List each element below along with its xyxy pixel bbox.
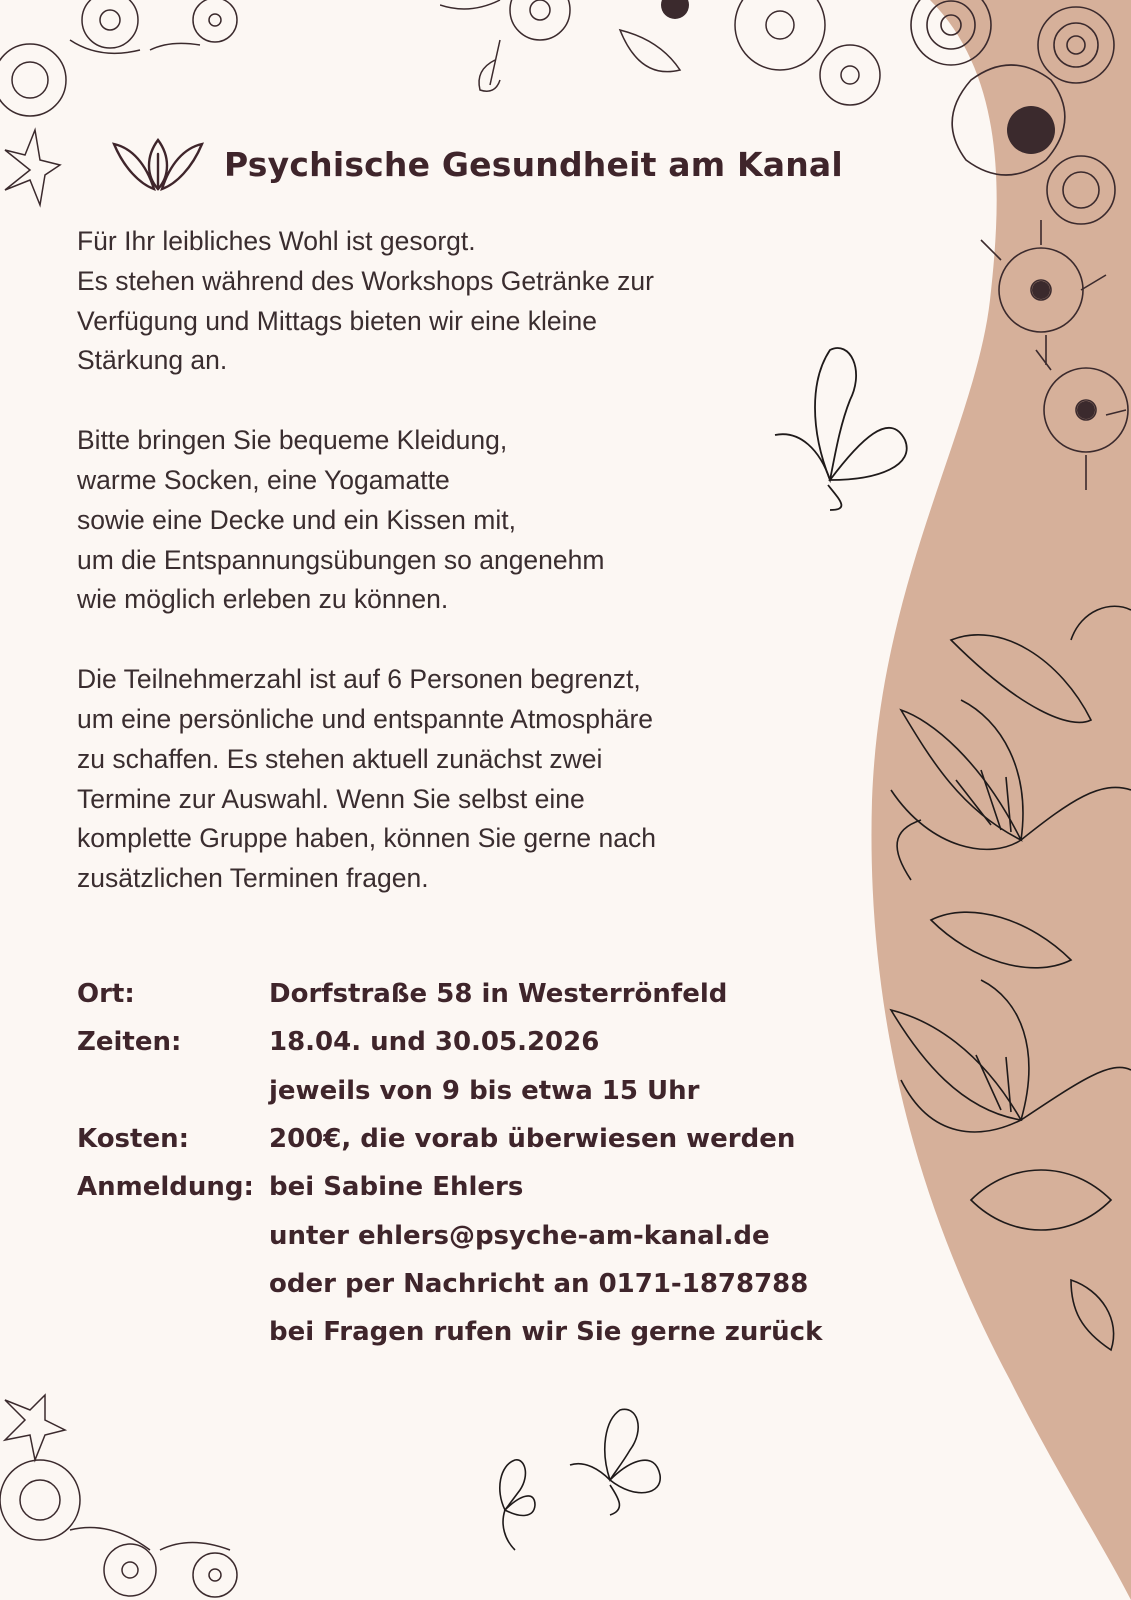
- paragraph-line: Für Ihr leibliches Wohl ist gesorgt.: [77, 226, 476, 256]
- info-row-callback: [77, 1308, 877, 1356]
- event-info: [77, 970, 877, 1356]
- info-row-cost: [77, 1115, 877, 1163]
- flower-decoration-top-center: [440, 0, 920, 120]
- info-label: Kosten:: [77, 1124, 189, 1155]
- leaf-logo-icon: [110, 134, 206, 194]
- info-value: Dorfstraße 58 in Westerrönfeld: [269, 979, 728, 1010]
- body-paragraphs: [77, 222, 837, 939]
- paragraph-line: wie möglich erleben zu können.: [77, 584, 449, 615]
- paragraph-line: Verfügung und Mittags bieten wir eine kleine: [77, 305, 598, 336]
- info-label: Anmeldung:: [77, 1172, 254, 1203]
- paragraph-line: Bitte bringen Sie bequeme Kleidung,: [77, 425, 508, 456]
- butterfly-decoration-bottom: [460, 1400, 700, 1560]
- paragraph-catering: [77, 222, 837, 381]
- info-value: 18.04. und 30.05.2026: [269, 1027, 600, 1058]
- flower-decoration-top-right: [831, 0, 1131, 520]
- info-row-email: [77, 1211, 877, 1259]
- info-value: jeweils von 9 bis etwa 15 Uhr: [269, 1075, 700, 1106]
- title-row: [110, 134, 870, 194]
- paragraph-line: Termine zur Auswahl. Wenn Sie selbst eine: [77, 783, 585, 814]
- info-row-times: [77, 1067, 877, 1115]
- info-row-phone: [77, 1260, 877, 1308]
- lily-line-art: [871, 600, 1131, 1360]
- info-label: Ort:: [77, 979, 135, 1010]
- paragraph-line: zu schaffen. Es stehen aktuell zunächst zwei: [77, 743, 603, 774]
- info-row-registration: [77, 1163, 877, 1211]
- flower-decoration-bottom-left: [0, 1360, 270, 1600]
- paragraph-line: Es stehen während des Workshops Getränke zur: [77, 265, 654, 296]
- paragraph-participants: [77, 660, 837, 899]
- info-value: bei Fragen rufen wir Sie gerne zurück: [269, 1317, 823, 1348]
- info-label: Zeiten:: [77, 1027, 182, 1058]
- paragraph-line: sowie eine Decke und ein Kissen mit,: [77, 504, 516, 535]
- info-value-phone: oder per Nachricht an 0171-1878788: [269, 1268, 809, 1299]
- info-value: 200€, die vorab überwiesen werden: [269, 1124, 796, 1155]
- paragraph-line: Stärkung an.: [77, 345, 228, 376]
- paragraph-line: Die Teilnehmerzahl ist auf 6 Personen begrenzt,: [77, 664, 641, 695]
- info-row-location: [77, 970, 877, 1018]
- info-value: bei Sabine Ehlers: [269, 1172, 524, 1203]
- info-value-email[interactable]: unter ehlers@psyche-am-kanal.de: [269, 1220, 770, 1251]
- paragraph-line: um die Entspannungsübungen so angenehm: [77, 544, 605, 575]
- paragraph-line: warme Socken, eine Yogamatte: [77, 464, 450, 495]
- paragraph-line: zusätzlichen Terminen fragen.: [77, 863, 429, 894]
- paragraph-clothing: [77, 421, 837, 620]
- page-title: Psychische Gesundheit am Kanal: [224, 144, 843, 184]
- paragraph-line: komplette Gruppe haben, können Sie gerne nach: [77, 823, 656, 854]
- info-row-dates: [77, 1018, 877, 1066]
- paragraph-line: um eine persönliche und entspannte Atmosphäre: [77, 703, 654, 734]
